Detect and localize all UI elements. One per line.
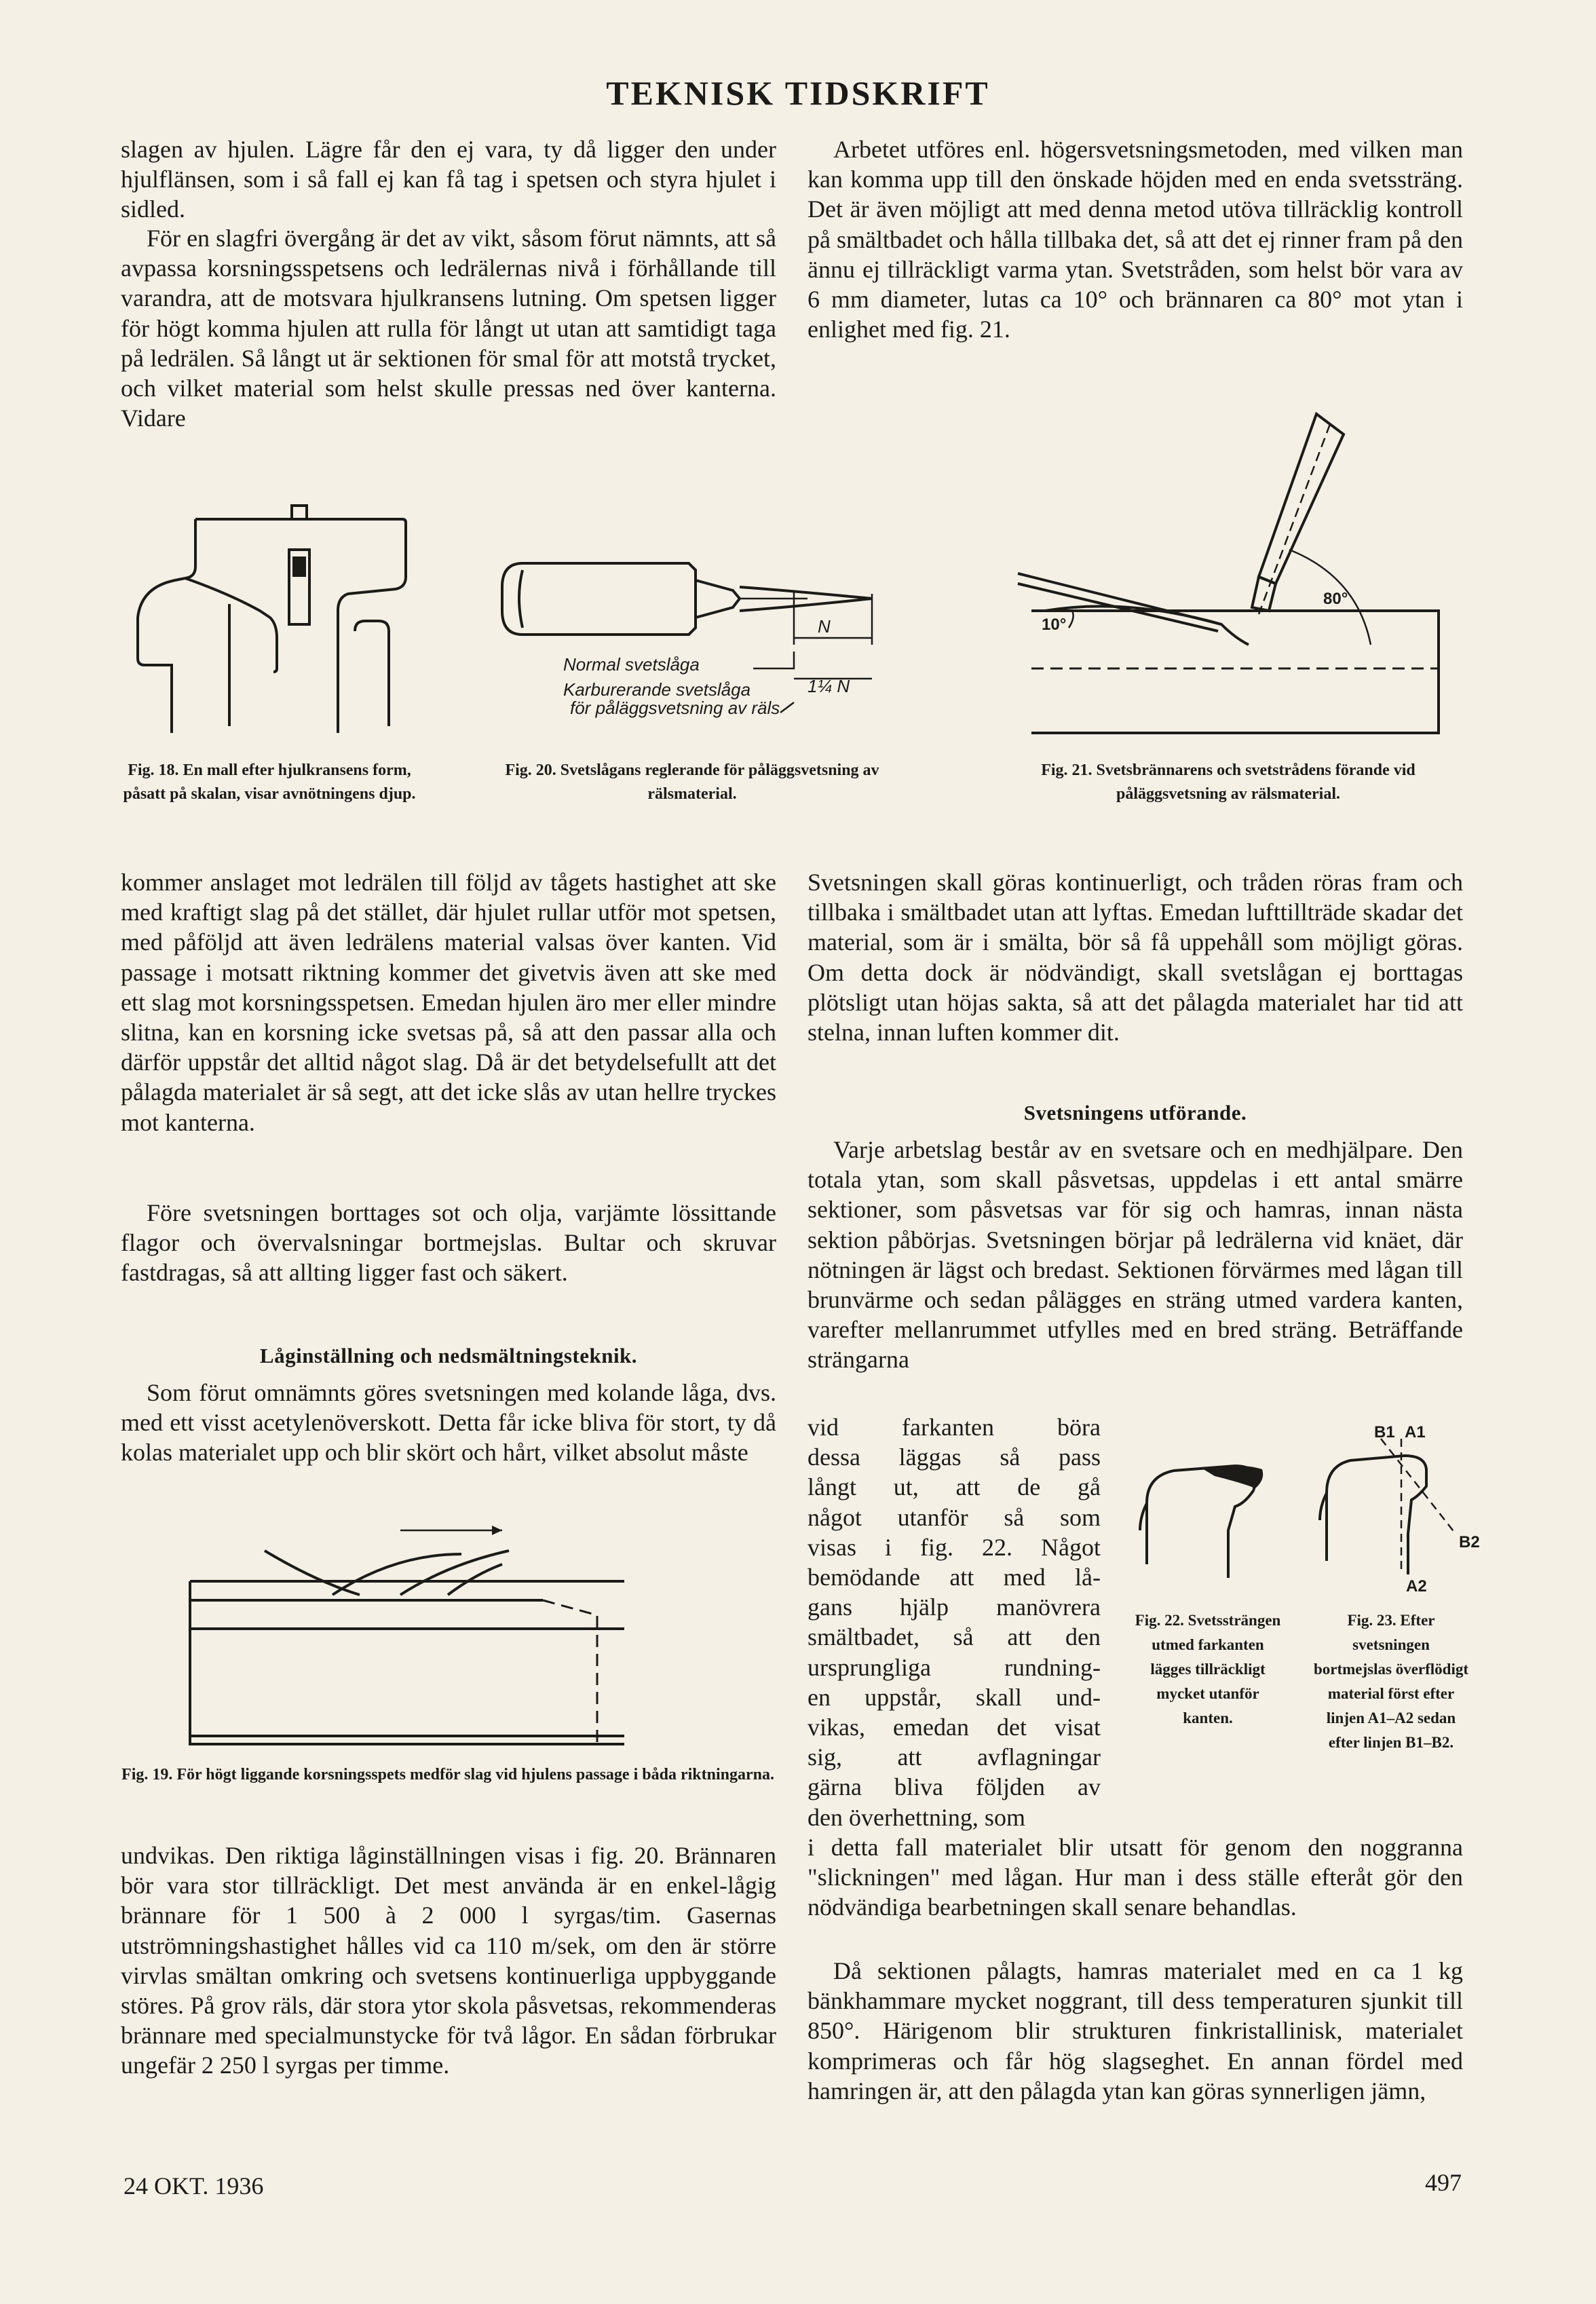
normal-flame-label: Normal svetslåga xyxy=(563,654,700,675)
narrow-line: smältbadet, så att den xyxy=(808,1623,1101,1651)
angle-80-label: 80° xyxy=(1323,590,1348,608)
page-number: 497 xyxy=(1425,2169,1462,2196)
right-paragraph-4-rest: i detta fall materialet blir utsatt för genom den noggranna "slickningen" med lågan. Hur man i dess ställe efteråt gör den nödvändiga bearbetningen skall senare behandlas. xyxy=(808,1834,1463,1921)
fig20-welding-flame xyxy=(495,556,875,733)
burner-axis xyxy=(1259,424,1330,614)
burner-neck xyxy=(1252,577,1276,611)
gauge-knob xyxy=(292,506,307,519)
fig18-caption: Fig. 18. En mall efter hjulkransens form, påsatt på skalan, visar avnötningens djup. xyxy=(123,761,416,803)
fig21-caption: Fig. 21. Svetsbrännarens och svetstrådens förande vid påläggsvetsning av rälsmaterial. xyxy=(1041,761,1416,803)
burner-tip-body xyxy=(502,563,696,635)
label-b1: B1 xyxy=(1374,1423,1395,1441)
angle-10-arc xyxy=(1069,611,1074,628)
fig19-frog-wheel-passage xyxy=(190,1513,624,1758)
right-paragraph-3: Varje arbetslag består av en svetsare och en medhjälpare. Den totala ytan, som skall påsvetsas, uppdelas i ett antal smärre sektioner, som påsvetsas var för sig och hamras, innan nästa sektion påbörjas. Svetsningen börjar på ledrälerna vid knäet, där nötningen är lägst och bredast. Sektionen förvärmes med lågan till brunvärme och sedan pålägges en sträng utmed vardera kanten, varefter mellanrummet utfylles med en bred sträng. Beträffande strängarna xyxy=(808,1136,1463,1374)
n-label: N xyxy=(818,616,831,637)
label-b2: B2 xyxy=(1459,1533,1480,1551)
narrow-line: gärna bliva följden av xyxy=(808,1773,1101,1801)
n14-label: 1¼ N xyxy=(808,676,850,696)
fig22-weld-bead-edge xyxy=(1133,1462,1276,1598)
narrow-line: något utanför så som xyxy=(808,1503,1101,1531)
footer-date: 24 OKT. 1936 xyxy=(124,2172,264,2199)
narrow-line: ursprungliga rundning- xyxy=(808,1653,1101,1681)
rail-head-profile xyxy=(1327,1456,1426,1574)
narrow-line: den överhettning, som xyxy=(808,1803,1025,1831)
wheel-arcs xyxy=(265,1551,509,1595)
label-a2: A2 xyxy=(1406,1577,1427,1595)
line-b1-b2 xyxy=(1381,1439,1456,1534)
fig20-caption: Fig. 20. Svetslågans reglerande för påläggsvetsning av rälsmaterial. xyxy=(505,761,879,803)
right-paragraph-4-narrow xyxy=(808,1412,1101,1832)
right-section-heading: Svetsningens utförande. xyxy=(1023,1101,1247,1125)
normal-leader xyxy=(753,651,794,668)
frog-point-hidden xyxy=(543,1600,597,1744)
fig23-caption: Fig. 23. Efter svetsningen bortmejslas överflödigt material först efter linjen A1–A2 sedan efter linjen B1–B2. xyxy=(1313,1612,1469,1751)
scale-marker xyxy=(292,556,306,577)
running-head: TEKNISK TIDSKRIFT xyxy=(606,74,990,112)
right-paragraph-2: Svetsningen skall göras kontinuerligt, och tråden röras fram och tillbaka i smältbadet utan att lyftas. Emedan lufttillträde skadar det material, som är i smälta, bör så få uppehåll som möjligt göras. Om detta dock är nödvändigt, skall svetslågan ej borttagas plötsligt utan höjas sakta, så att det pålagda materialet har tid att stelna, innan luften kommer dit. xyxy=(808,869,1463,1046)
narrow-line: gans hjälp manövrera xyxy=(808,1593,1101,1621)
rail-head-right xyxy=(355,621,389,726)
rail-outline xyxy=(190,1581,624,1744)
narrow-line: bemödande att med lå- xyxy=(808,1564,1101,1591)
gauge-outline xyxy=(195,519,406,733)
narrow-line: dessa läggas så pass xyxy=(808,1443,1101,1471)
narrow-line: vikas, emedan det visat xyxy=(808,1714,1101,1741)
left-paragraph-3: kommer anslaget mot ledrälen till följd av tågets hastighet att ske med kraftigt slag på det stället, där hjulet rullar utför mot spetsen, med påföljd att även ledrälens material valsas över kanten. Vid passage i motsatt riktning kommer det givetvis även att ske med ett slag mot korsningsspetsen. Emedan hjulen äro mer eller mindre slitna, kan en korsning icke svetsas på, så att den passar alla och därför uppstår det alltid något slag. Då är det betydelsefullt att det pålagda materialet är så segt, att det icke slås av utan hellre tryckes mot kanterna. xyxy=(121,869,776,1136)
left-paragraph-2: För en slagfri övergång är det av vikt, såsom förut nämnts, att så avpassa korsningsspetsens och ledrälernas nivå i förhållande till varandra, att de motsvara hjulkransens lutning. Om spetsen ligger för högt komma hjulen att rulla för långt ut utan att samtidigt taga på ledrälen. Så långt ut är sektionen för smal för att motstå trycket, och vilket material som helst skulle pressas ned över kanterna. Vidare xyxy=(121,225,776,432)
narrow-line: sig, att avflagningar xyxy=(808,1743,1101,1771)
narrow-line: långt ut, att de gå xyxy=(808,1473,1101,1501)
rail-head-section xyxy=(1031,611,1439,733)
nozzle xyxy=(696,580,740,618)
fig18-rail-gauge xyxy=(134,502,433,733)
left-section-heading: Låginställning och nedsmältningsteknik. xyxy=(259,1344,638,1367)
fig21-burner-angle xyxy=(991,414,1452,733)
left-paragraph-4: Före svetsningen borttages sot och olja, varjämte lössittande flagor och övervalsningar bortmejslas. Bultar och skruvar fastdragas, så att allting ligger fast och säkert. xyxy=(121,1199,776,1287)
weld-bead-fill xyxy=(1201,1465,1263,1488)
rail-head-left xyxy=(138,519,195,733)
wheel-flange xyxy=(185,578,277,672)
travel-arrowhead xyxy=(492,1526,502,1535)
right-paragraph-1: Arbetet utföres enl. högersvetsningsmetoden, med vilken man kan komma upp till den önskade höjden med en enda svetssträng. Det är även möjligt att med denna metod utöva tillräcklig kontroll på smältbadet och hålla tillbaka det, så att det ej rinner fram på den ännu ej tillräckligt varma ytan. Svetstråden, som helst bör vara av 6 mm diameter, lutas ca 10° och brännaren ca 80° mot ytan i enlighet med fig. 21. xyxy=(808,136,1463,343)
carburizing-leader xyxy=(780,702,794,713)
left-paragraph-5: Som förut omnämnts göres svetsningen med kolande låga, dvs. med ett visst acetylenöverskott. Detta får icke bliva för stort, ty då kolas materialet upp och blir skört och hårt, vilket absolut måste xyxy=(121,1379,776,1467)
angle-10-label: 10° xyxy=(1042,616,1067,634)
burner-tip-end xyxy=(519,570,522,628)
rail-head-lower xyxy=(1140,1490,1254,1578)
label-a1: A1 xyxy=(1405,1423,1426,1441)
narrow-line: vid farkanten böra xyxy=(808,1414,1101,1441)
left-paragraph-1: slagen av hjulen. Lägre får den ej vara, ty då ligger den under hjulflänsen, som i så fall ej kan få tag i spetsen och styra hjulet i sidled. xyxy=(121,136,776,223)
carburizing-label-2: för påläggsvetsning av räls xyxy=(570,698,780,718)
narrow-line: visas i fig. 22. Något xyxy=(808,1533,1101,1561)
narrow-line: en uppstår, skall und- xyxy=(808,1683,1101,1711)
right-paragraph-5: Då sektionen pålagts, hamras materialet med en ca 1 kg bänkhammare mycket noggrant, till dess temperaturen sjunkit till 850°. Härigenom blir strukturen finkristallinisk, materialet komprimeras och får hög slagseghet. En annan fördel med hamringen är, att den pålagda ytan kan göras synnerligen jämn, xyxy=(808,1957,1463,2104)
left-paragraph-6: undvikas. Den riktiga låginställningen visas i fig. 20. Brännaren bör vara stor tillräckligt. Det mest använda är en enkel-lågig brännare för 1 500 à 2 000 l syrgas/tim. Gasernas utströmningshastighet hålles vid ca 110 m/sek, om den är större virvlas smältan omkring och svetsens kontinuerliga uppbyggande störes. På grov räls, där stora ytor skola påsvetsas, rekommenderas brännare med specialmunstycke för två lågor. En sådan förbrukar ungefär 2 250 l syrgas per timme. xyxy=(121,1842,776,2079)
fig23-chisel-lines xyxy=(1316,1418,1513,1595)
fig19-caption: Fig. 19. För högt liggande korsningsspets medför slag vid hjulens passage i båda riktningarna. xyxy=(121,1766,774,1783)
fig22-caption: Fig. 22. Svetssträngen utmed farkanten lägges tillräckligt mycket utanför kanten. xyxy=(1135,1612,1281,1726)
carburizing-label-1: Karburerande svetslåga xyxy=(563,679,751,700)
